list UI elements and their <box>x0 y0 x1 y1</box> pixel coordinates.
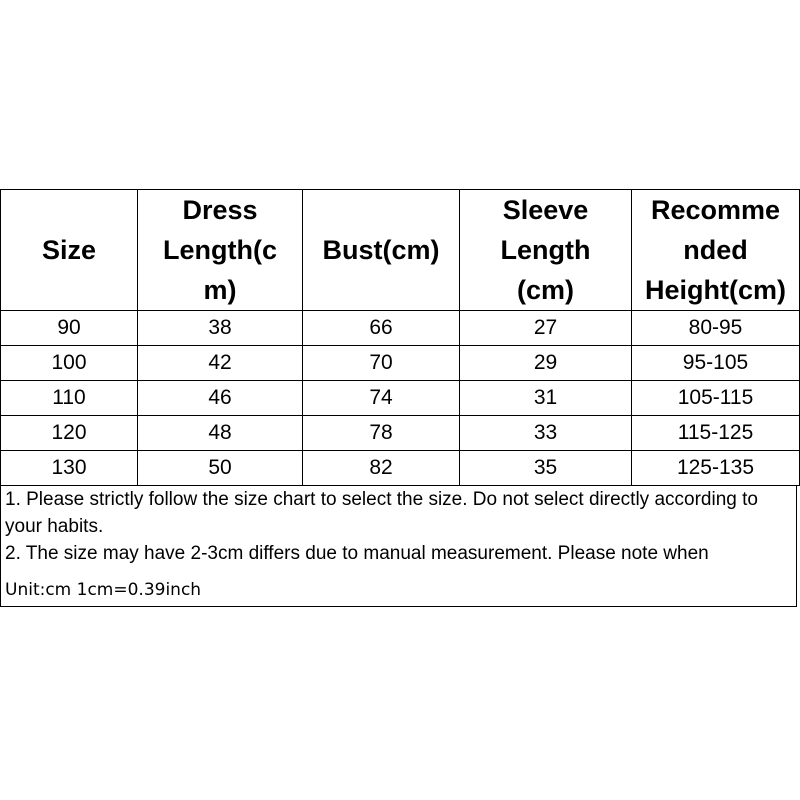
column-header-line: m) <box>203 275 237 305</box>
table-cell: 29 <box>460 346 632 381</box>
table-cell: 120 <box>1 416 138 451</box>
table-cell: 125-135 <box>632 451 800 486</box>
table-cell: 66 <box>303 311 460 346</box>
table-cell: 50 <box>138 451 303 486</box>
table-row <box>1 416 800 451</box>
table-cell: 105-115 <box>632 381 800 416</box>
table-cell: 95-105 <box>632 346 800 381</box>
table-cell: 115-125 <box>632 416 800 451</box>
column-header-line: Length(c <box>163 235 277 265</box>
table-cell: 70 <box>303 346 460 381</box>
note-line-1: 1. Please strictly follow the size chart to select the size. Do not select directly according to your habits. <box>5 489 758 537</box>
table-body <box>1 311 800 486</box>
table-cell: 110 <box>1 381 138 416</box>
table-cell: 35 <box>460 451 632 486</box>
table-row <box>1 451 800 486</box>
table-cell: 38 <box>138 311 303 346</box>
table-cell: 42 <box>138 346 303 381</box>
column-header <box>460 190 632 311</box>
column-header-line: (cm) <box>516 275 574 305</box>
table-cell: 46 <box>138 381 303 416</box>
table-cell: 90 <box>1 311 138 346</box>
table-cell: 48 <box>138 416 303 451</box>
table-cell: 31 <box>460 381 632 416</box>
column-header <box>303 190 460 311</box>
column-header-line: Sleeve <box>502 195 589 225</box>
column-header-line: Dress <box>182 195 258 225</box>
column-header-line: Length <box>500 235 591 265</box>
column-header-line: Recomme <box>650 195 781 225</box>
table-row <box>1 311 800 346</box>
notes-section <box>0 486 797 607</box>
table-cell: 27 <box>460 311 632 346</box>
column-header-line: Size <box>41 235 97 265</box>
size-table <box>0 189 800 486</box>
header-row <box>1 190 800 311</box>
column-header <box>138 190 303 311</box>
column-header-line: nded <box>683 235 748 265</box>
table-cell: 78 <box>303 416 460 451</box>
table-row <box>1 346 800 381</box>
table-cell: 130 <box>1 451 138 486</box>
table-cell: 33 <box>460 416 632 451</box>
table-row <box>1 381 800 416</box>
table-cell: 80-95 <box>632 311 800 346</box>
unit-note: Unit:cm 1cm=0.39inch <box>5 580 202 600</box>
size-chart <box>0 189 799 607</box>
column-header <box>1 190 138 311</box>
column-header-line: Height(cm) <box>645 275 786 305</box>
note-line-2: 2. The size may have 2-3cm differs due to manual measurement. Please note when <box>5 543 709 564</box>
column-header-line: Bust(cm) <box>322 235 440 265</box>
table-cell: 100 <box>1 346 138 381</box>
table-cell: 82 <box>303 451 460 486</box>
table-cell: 74 <box>303 381 460 416</box>
column-header <box>632 190 800 311</box>
